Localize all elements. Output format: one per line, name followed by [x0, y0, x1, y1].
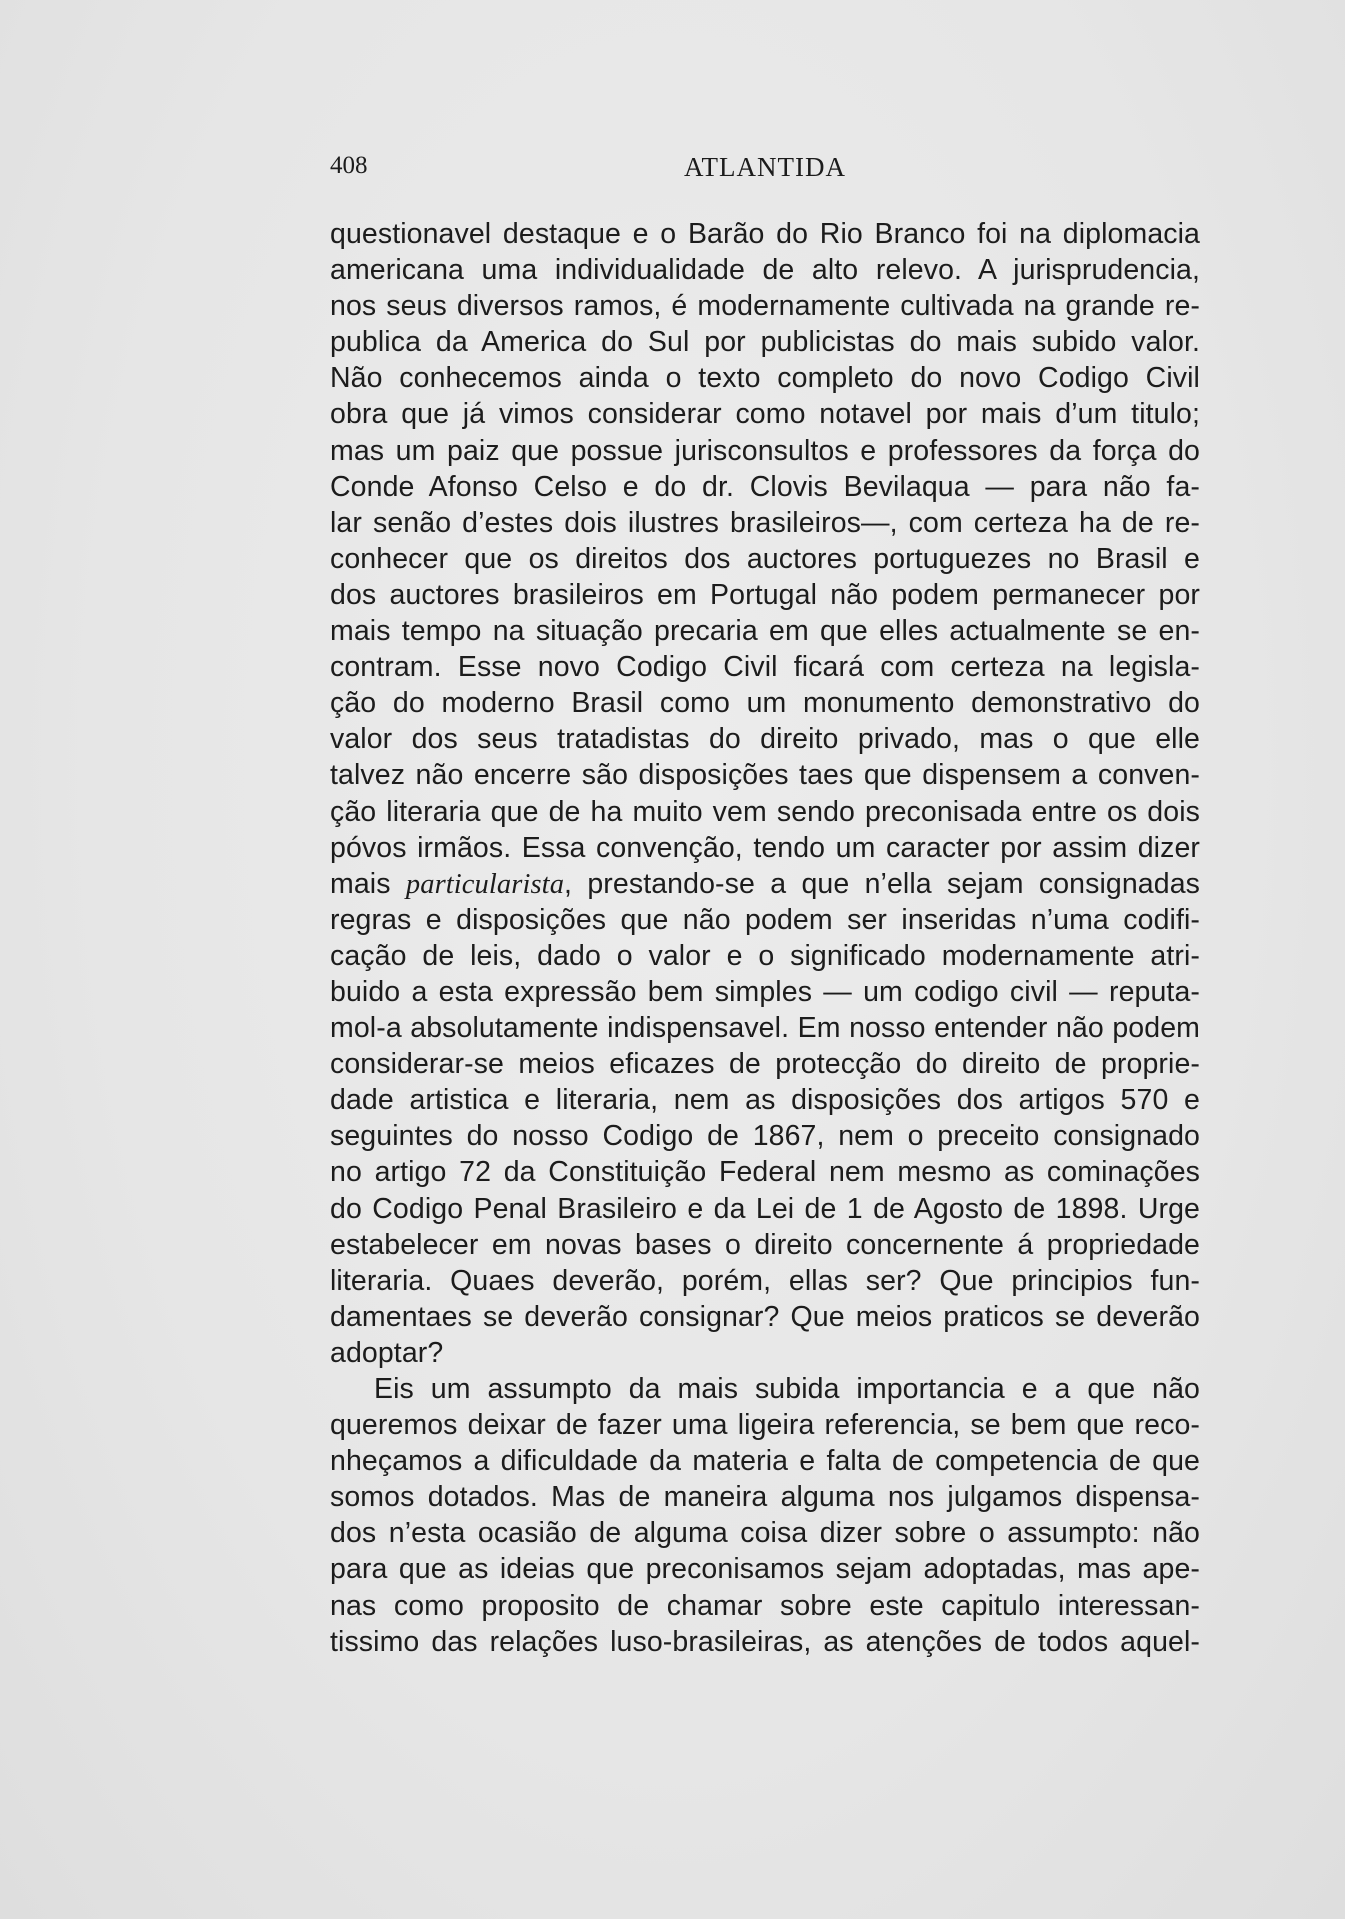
text-line: Não conhecemos ainda o texto completo do novo Codigo Civil	[330, 362, 1200, 395]
text-line: buido a esta expressão bem simples — um codigo civil — reputa-	[330, 975, 1200, 1008]
text-line: no artigo 72 da Constituição Federal nem mesmo as cominações	[330, 1156, 1200, 1189]
italic-word: particularista	[405, 868, 565, 900]
text-line: ção literaria que de ha muito vem sendo preconisada entre os dois	[330, 795, 1200, 828]
text-line: dos n’esta ocasião de alguma coisa dizer sobre o assumpto: não	[330, 1517, 1200, 1550]
text-line: regras e disposições que não podem ser inseridas n’uma codifi-	[330, 903, 1200, 936]
text-line: talvez não encerre são disposições taes que dispensem a conven-	[330, 759, 1200, 792]
text-line-with-italic	[330, 866, 1200, 902]
text-line: valor dos seus tratadistas do direito privado, mas o que elle	[330, 723, 1200, 756]
text-fragment: mais	[330, 867, 406, 900]
page-number: 408	[330, 152, 368, 179]
text-line: adoptar?	[330, 1336, 444, 1369]
text-line: Eis um assumpto da mais subida importancia e a que não	[374, 1373, 1200, 1405]
text-line: queremos deixar de fazer uma ligeira referencia, se bem que reco-	[330, 1409, 1200, 1442]
text-line: do Codigo Penal Brasileiro e da Lei de 1 de Agosto de 1898. Urge	[330, 1192, 1200, 1225]
text-line: mais tempo na situação precaria em que elles actualmente se en-	[330, 615, 1200, 648]
text-line: nos seus diversos ramos, é modernamente cultivada na grande re-	[330, 290, 1200, 323]
text-line: somos dotados. Mas de maneira alguma nos julgamos dispensa-	[330, 1481, 1200, 1514]
text-line: Conde Afonso Celso e do dr. Clovis Bevilaqua — para não fa-	[330, 470, 1200, 503]
text-line: póvos irmãos. Essa convenção, tendo um caracter por assim dizer	[330, 831, 1200, 864]
paragraph-1	[330, 216, 1200, 1371]
text-line: cação de leis, dado o valor e o significado modernamente atri-	[330, 939, 1200, 972]
text-line: dos auctores brasileiros em Portugal não podem permanecer por	[330, 578, 1200, 611]
text-line: tissimo das relações luso-brasileiras, as atenções de todos aquel-	[330, 1625, 1200, 1658]
text-line: mol-a absolutamente indispensavel. Em nosso entender não podem	[330, 1012, 1200, 1045]
text-fragment: , prestando-se a que n’ella sejam consignadas	[564, 867, 1200, 900]
page-header	[330, 152, 1200, 182]
text-line: publica da America do Sul por publicistas do mais subido valor.	[330, 326, 1200, 359]
text-line: lar senão d’estes dois ilustres brasileiros—, com certeza ha de re-	[330, 506, 1200, 539]
text-line: nheçamos a dificuldade da materia e falta de competencia de que	[330, 1445, 1200, 1478]
text-line: ção do moderno Brasil como um monumento demonstrativo do	[330, 687, 1200, 720]
text-line: seguintes do nosso Codigo de 1867, nem o preceito consignado	[330, 1120, 1200, 1153]
text-line: americana uma individualidade de alto relevo. A jurisprudencia,	[330, 254, 1200, 287]
text-line: obra que já vimos considerar como notavel por mais d’um titulo;	[330, 398, 1200, 431]
text-line: conhecer que os direitos dos auctores portuguezes no Brasil e	[330, 542, 1200, 575]
paragraph-2	[330, 1371, 1200, 1660]
text-line: nas como proposito de chamar sobre este capitulo interessan-	[330, 1589, 1200, 1622]
text-line: contram. Esse novo Codigo Civil ficará com certeza na legisla-	[330, 651, 1200, 684]
text-line: considerar-se meios eficazes de protecção do direito de proprie-	[330, 1048, 1200, 1081]
text-line: para que as ideias que preconisamos sejam adoptadas, mas ape-	[330, 1553, 1200, 1586]
body-text	[330, 216, 1200, 1660]
text-line: literaria. Quaes deverão, porém, ellas ser? Que principios fun-	[330, 1264, 1200, 1297]
text-line: dade artistica e literaria, nem as disposições dos artigos 570 e	[330, 1084, 1200, 1117]
text-line: estabelecer em novas bases o direito concernente á propriedade	[330, 1228, 1200, 1261]
running-title: ATLANTIDA	[684, 152, 846, 182]
text-line: questionavel destaque e o Barão do Rio Branco foi na diplomacia	[330, 218, 1200, 250]
text-line: damentaes se deverão consignar? Que meios praticos se deverão	[330, 1300, 1200, 1333]
text-line: mas um paiz que possue jurisconsultos e professores da força do	[330, 434, 1200, 467]
